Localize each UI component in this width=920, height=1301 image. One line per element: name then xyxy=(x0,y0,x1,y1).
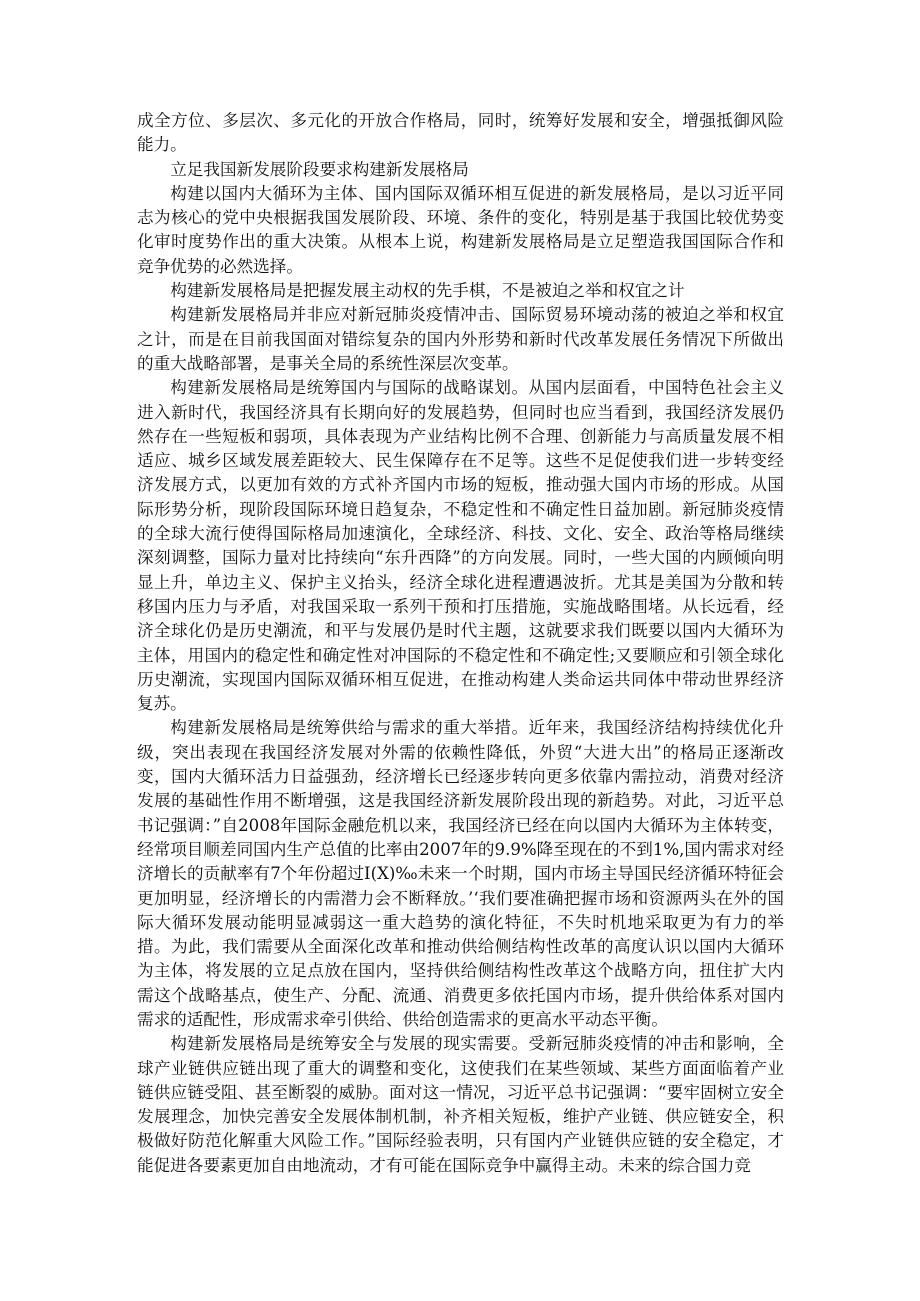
paragraph: 构建新发展格局是统筹供给与需求的重大举措。近年来，我国经济结构持续优化升级，突出表现在我国经济发展对外需的依赖性降低，外贸“大进大出”的格局正逐渐改变，国内大循环活力日益强劲，经济增长已经逐步转向更多依靠内需拉动，消费对经济发展的基础性作用不断增强，这是我国经济新发展阶段出现的新趋势。对此，习近平总书记强调：”自2008年国际金融危机以来，我国经济已经在向以国内大循环为主体转变，经常项目顺差同国内生产总值的比率由2007年的9.9%降至现在的不到1%,国内需求对经济增长的贡献率有7个年份超过I(X)‰未来一个时期，国内市场主导国民经济循环特征会更加明显，经济增长的内需潜力会不断释放。’‘我们要准确把握市场和资源两头在外的国际大循环发展动能明显减弱这一重大趋势的演化特征，不失时机地采取更为有力的举措。为此，我们需要从全面深化改革和推动供给侧结构性改革的高度认识以国内大循环为主体，将发展的立足点放在国内，坚持供给侧结构性改革这个战略方向，扭住扩大内需这个战略基点，使生产、分配、流通、消费更多依托国内市场，提升供给体系对国内需求的适配性，形成需求牵引供给、供给创造需求的更高水平动态平衡。 xyxy=(137,718,784,1029)
document-body xyxy=(137,109,784,1178)
section-heading: 构建新发展格局是把握发展主动权的先手棋，不是被迫之举和权宜之计 xyxy=(170,281,685,301)
section-heading: 立足我国新发展阶段要求构建新发展格局 xyxy=(170,159,469,179)
paragraph: 构建新发展格局并非应对新冠肺炎疫情冲击、国际贸易环境动荡的被迫之举和权宜之计，而是在目前我国面对错综复杂的国内外形势和新时代改革发展任务情况下所做出的重大战略部署，是事关全局的系统性深层次变革。 xyxy=(137,305,784,373)
paragraph-continuation: 成全方位、多层次、多元化的开放合作格局，同时，统筹好发展和安全，增强抵御风险能力。 xyxy=(137,111,784,155)
paragraph: 构建以国内大循环为主体、国内国际双循环相互促进的新发展格局，是以习近平同志为核心的党中央根据我国发展阶段、环境、条件的变化，特别是基于我国比较优势变化审时度势作出的重大决策。从根本上说，构建新发展格局是立足塑造我国国际合作和竞争优势的必然选择。 xyxy=(137,183,784,276)
paragraph: 构建新发展格局是统筹安全与发展的现实需要。受新冠肺炎疫情的冲击和影响，全球产业链供应链出现了重大的调整和变化，这使我们在某些领域、某些方面面临着产业链供应链受阻、甚至断裂的威胁。面对这一情况，习近平总书记强调：“要牢固树立安全发展理念，加快完善安全发展体制机制，补齐相关短板，维护产业链、供应链安全，积极做好防范化解重大风险工作。”国际经验表明，只有国内产业链供应链的安全稳定，才能促进各要素更加自由地流动，才有可能在国际竞争中赢得主动。未来的综合国力竞 xyxy=(137,1034,784,1175)
paragraph: 构建新发展格局是统筹国内与国际的战略谋划。从国内层面看，中国特色社会主义进入新时代，我国经济具有长期向好的发展趋势，但同时也应当看到，我国经济发展仍然存在一些短板和弱项，具体表现为产业结构比例不合理、创新能力与高质量发展不相适应、城乡区域发展差距较大、民生保障存在不足等。这些不足促使我们进一步转变经济发展方式，以更加有效的方式补齐国内市场的短板，推动强大国内市场的形成。从国际形势分析，现阶段国际环境日趋复杂，不稳定性和不确定性日益加剧。新冠肺炎疫情的全球大流行使得国际格局加速演化，全球经济、科技、文化、安全、政治等格局继续深刻调整，国际力量对比持续向“东升西降”的方向发展。同时，一些大国的内顾倾向明显上升，单边主义、保护主义抬头，经济全球化进程遭遇波折。尤其是美国为分散和转移国内压力与矛盾，对我国采取一系列干预和打压措施，实施战略围堵。从长远看，经济全球化仍是历史潮流，和平与发展仍是时代主题，这就要求我们既要以国内大循环为主体，用国内的稳定性和确定性对冲国际的不稳定性和不确定性;又要顺应和引领全球化历史潮流，实现国内国际双循环相互促进，在推动构建人类命运共同体中带动世界经济复苏。 xyxy=(137,378,784,714)
